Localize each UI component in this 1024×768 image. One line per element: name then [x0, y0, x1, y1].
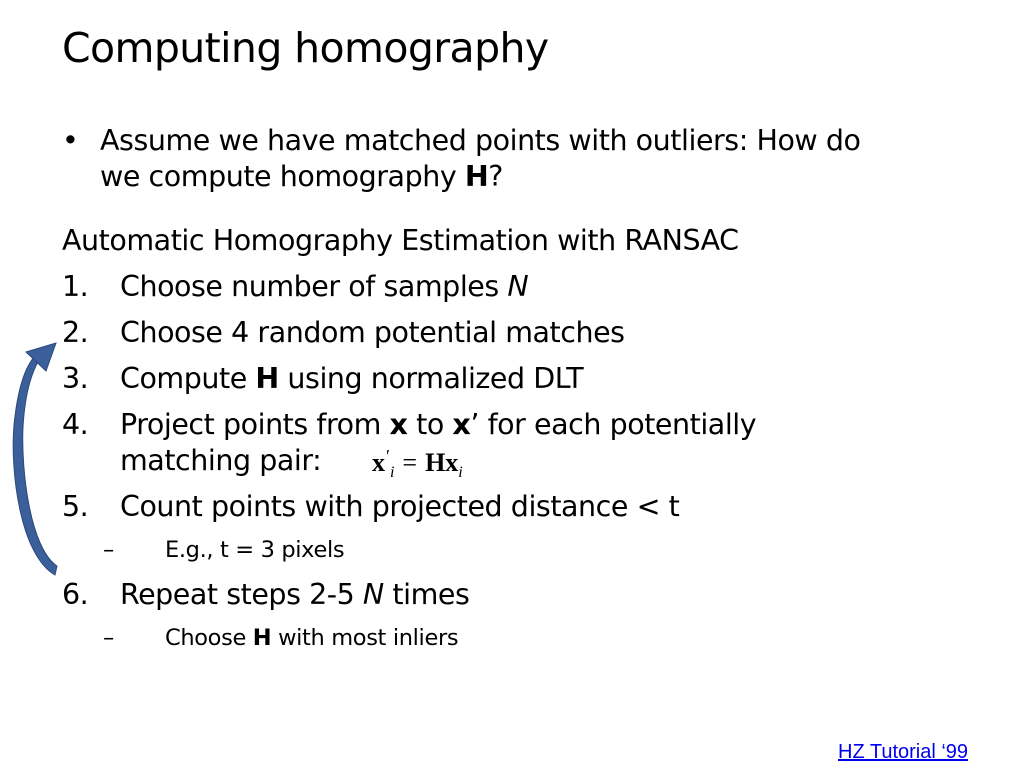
step-5: Count points with projected distance < t [120, 490, 680, 523]
sub-bullet-dash: – [103, 625, 115, 651]
homography-formula: $x'_i = Hx_i$ [372, 446, 463, 481]
loop-arrow-icon [0, 0, 70, 600]
loop-arrow-body [13, 355, 57, 575]
step-2: Choose 4 random potential matches [120, 316, 625, 349]
sub-bullet-inliers: Choose H with most inliers [165, 625, 459, 651]
step-3: Compute H using normalized DLT [120, 362, 584, 395]
bold-H: H [464, 160, 489, 193]
step-1: Choose number of samples N [120, 270, 529, 303]
step-6: Repeat steps 2-5 N times [120, 578, 470, 611]
reference-link[interactable]: HZ Tutorial ‘99 [838, 741, 969, 763]
bullet-marker: • [62, 124, 79, 157]
step-number: 2. [62, 316, 89, 349]
step-number: 4. [62, 408, 89, 441]
step-number: 3. [62, 362, 89, 395]
ransac-heading: Automatic Homography Estimation with RANSAC [62, 224, 739, 257]
bullet-line-2: we compute homography H? [100, 160, 503, 193]
step-4-line-1: Project points from x to x’ for each potentially [120, 408, 757, 441]
step-number: 5. [62, 490, 89, 523]
step-4-line-2: matching pair: [120, 444, 322, 477]
bullet-line-1: Assume we have matched points with outliers: How do [100, 124, 861, 157]
sub-bullet-threshold: E.g., t = 3 pixels [165, 537, 345, 563]
step-number: 6. [62, 578, 89, 611]
step-number: 1. [62, 270, 89, 303]
slide-title: Computing homography [62, 24, 549, 72]
sub-bullet-dash: – [103, 537, 115, 563]
